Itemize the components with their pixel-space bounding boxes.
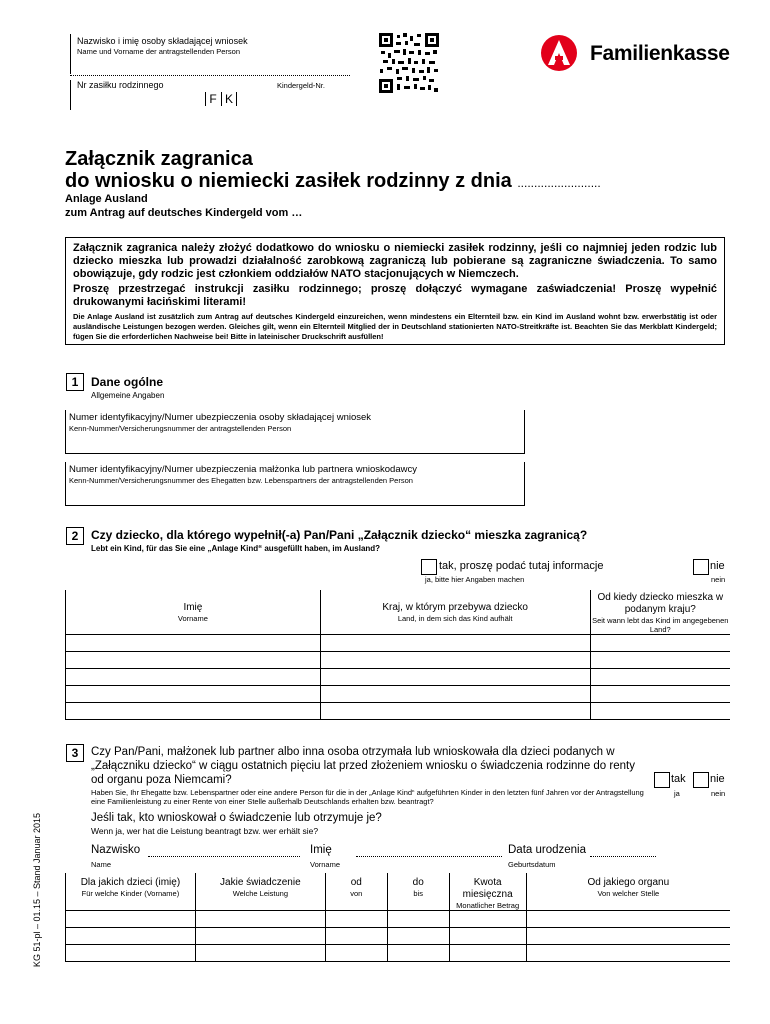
col-amount (449, 873, 526, 911)
table-cell[interactable] (449, 945, 526, 962)
section2-no-label-de: nein (711, 575, 726, 584)
col-country-de: Land, in dem sich das Kind aufhält (397, 614, 513, 623)
col-benefit-de: Welche Leistung (232, 889, 288, 898)
section2-no-checkbox[interactable] (693, 559, 709, 575)
col-amount-pl: Kwota miesięczna (462, 877, 513, 900)
title-sub2: zum Antrag auf deutsches Kindergeld vom … (65, 207, 303, 219)
table-row (66, 669, 731, 686)
surname-label-de: Name (91, 860, 112, 869)
applicant-id-field[interactable] (65, 410, 525, 454)
familienkasse-logo (540, 34, 740, 74)
col-since-pl: Od kiedy dziecko mieszka w podanym kraju? (597, 592, 724, 615)
firstname-label-pl: Imię (310, 844, 332, 856)
title-line1: Załącznik zagranica (65, 148, 253, 170)
spouse-id-label-de: Kenn-Nummer/Versicherungsnummer des Ehegatten bzw. Lebenspartners der antragstellenden Person (69, 476, 413, 485)
birthdate-input[interactable] (590, 856, 656, 857)
notice-p1: Załącznik zagranica należy złożyć dodatkowo do wniosku o niemiecki zasiłek rodzinny, jeśli co najmniej jeden rodzic lub dziecko mieszka lub prowadzi działalność zarobkową zagraniczą lub pobierane są zagraniczne świadczenia. To samo obowiązuje, gdy rodzic jest członkiem oddziałów NATO stacjonujących w Niemczech. (73, 242, 717, 280)
section3-yes-label-de: ja (674, 789, 680, 798)
birthdate-label-pl: Data urodzenia (508, 844, 586, 856)
table-cell[interactable] (66, 703, 321, 720)
col-firstname-pl: Imię (183, 602, 203, 613)
section3-question-de: Haben Sie, Ihr Ehegatte bzw. Lebenspartner oder eine andere Person für die in der „Anlage Kind“ aufgeführten Kinder in den letzten fünf Jahren vor der Antragstellung eine Familienleistung zu einer Rente von einer Stelle außerhalb Deutschlands erhalten bzw. beantragt? (91, 788, 644, 806)
table-cell[interactable] (320, 686, 590, 703)
col-from-de: von (350, 889, 363, 898)
table-cell[interactable] (526, 911, 730, 928)
table-cell[interactable] (387, 928, 449, 945)
col-country (320, 590, 590, 635)
file-number-label: Nr zasiłku rodzinnego (77, 80, 164, 90)
logo-text: Familienkasse (590, 42, 730, 65)
qr-code-icon (379, 33, 439, 93)
notice-box (65, 237, 725, 345)
section3-question-pl: Czy Pan/Pani, małżonek lub partner albo inna osoba otrzymała lub wnioskowała dla dzieci podanych w „Załączniku dziecko“ w ciągu ostatnich pięciu lat przed złożeniem wniosku o świadczenia rodzinne do renty od organu poza Niemcami? (91, 746, 635, 786)
table-cell[interactable] (325, 928, 387, 945)
col-country-pl: Kraj, w którym przebywa dziecko (382, 602, 528, 613)
spouse-id-field[interactable] (65, 462, 525, 506)
section3-yes-label-pl: tak (671, 773, 686, 785)
table-cell[interactable] (320, 669, 590, 686)
col-firstname-de: Vorname (177, 614, 208, 623)
section2-question-de: Lebt ein Kind, für das Sie eine „Anlage Kind“ ausgefüllt haben, im Ausland? (91, 544, 381, 553)
section2-yes-label-pl: tak, proszę podać tutaj informacje (439, 560, 604, 572)
col-from (325, 873, 387, 911)
title-line2-text: do wniosku o niemiecki zasiłek rodzinny z dnia (65, 170, 512, 192)
children-abroad-header-row (66, 590, 731, 635)
table-cell[interactable] (195, 945, 325, 962)
col-children (66, 873, 196, 911)
table-row (66, 652, 731, 669)
children-abroad-table (65, 590, 730, 720)
table-cell[interactable] (449, 911, 526, 928)
applicant-label-pl: Nazwisko i imię osoby składającej wniosek (77, 36, 248, 46)
table-cell[interactable] (66, 686, 321, 703)
col-children-de: Für welche Kinder (Vorname) (81, 889, 180, 898)
section3-number: 3 (66, 744, 84, 762)
table-cell[interactable] (387, 945, 449, 962)
fk-box-f: F (205, 92, 220, 106)
notice-p2: Proszę przestrzegać instrukcji zasiłku rodzinnego; proszę dołączyć wymagane zaświadczenia! Proszę wypełnić drukowanymi łacińskimi literami! (73, 283, 717, 308)
section2-yes-label-de: ja, bitte hier Angaben machen (425, 575, 525, 584)
table-row (66, 945, 731, 962)
table-cell[interactable] (66, 928, 196, 945)
section3-yes-checkbox[interactable] (654, 772, 670, 788)
col-authority (526, 873, 730, 911)
col-since (590, 590, 730, 635)
spouse-id-label-pl: Numer identyfikacyjny/Numer ubezpieczenia małżonka lub partnera wnioskodawcy (69, 464, 417, 475)
col-to-de: bis (413, 889, 423, 898)
form-version-side-text: KG 51-pl – 01.15 – Stand Januar 2015 (32, 812, 42, 968)
section2-no-label-pl: nie (710, 560, 725, 572)
notice-p3: Die Anlage Ausland ist zusätzlich zum Antrag auf deutsches Kindergeld einzureichen, wenn mindestens ein Elternteil bzw. ein Kind im Ausland wohnt bzw. erwerbstätig ist oder ausländische Leistungen bezogen werden. Gleiches gilt, wenn ein Elternteil Mitglied der in Deutschland stationierten NATO-Streitkräfte ist. Beachten Sie das Merkblatt Kindergeld; fügen Sie die erforderlichen Nachweise bei! Bitte in lateinischer Druckschrift ausfüllen! (73, 312, 717, 341)
applicant-label-de: Name und Vorname der antragstellenden Person (77, 47, 241, 56)
applicant-name-field[interactable] (70, 34, 351, 74)
table-cell[interactable] (590, 652, 730, 669)
birthdate-label-de: Geburtsdatum (508, 860, 556, 869)
col-from-pl: od (350, 877, 362, 888)
section2-question-pl: Czy dziecko, dla którego wypełnił(-a) Pan/Pani „Załącznik dziecko“ mieszka zagranicą? (91, 528, 588, 542)
section1-title-pl: Dane ogólne (91, 375, 164, 389)
section1-number: 1 (66, 373, 84, 391)
table-row (66, 703, 731, 720)
table-cell[interactable] (325, 911, 387, 928)
table-cell[interactable] (195, 928, 325, 945)
table-cell[interactable] (320, 652, 590, 669)
table-cell[interactable] (526, 945, 730, 962)
kindergeld-nr-label: Kindergeld-Nr. (277, 81, 325, 90)
section3-no-label-de: nein (711, 789, 726, 798)
applicant-id-label-de: Kenn-Nummer/Versicherungsnummer der antragstellenden Person (69, 424, 292, 433)
table-cell[interactable] (325, 945, 387, 962)
title-sub1: Anlage Ausland (65, 193, 148, 205)
title-date-dots[interactable]: ......................... (517, 176, 601, 190)
table-row (66, 635, 731, 652)
table-cell[interactable] (66, 911, 196, 928)
col-to (387, 873, 449, 911)
table-cell[interactable] (590, 669, 730, 686)
table-cell[interactable] (449, 928, 526, 945)
title-line2 (65, 170, 601, 193)
col-since-de: Seit wann lebt das Kind im angegebenen Land? (592, 616, 729, 634)
col-benefit-pl: Jakie świadczenie (220, 877, 301, 888)
table-cell[interactable] (66, 669, 321, 686)
table-cell[interactable] (195, 911, 325, 928)
section3-no-label-pl: nie (710, 773, 725, 785)
surname-label-pl: Nazwisko (91, 844, 141, 856)
applicant-id-label-pl: Numer identyfikacyjny/Numer ubezpieczenia osoby składającej wniosek (69, 412, 372, 423)
col-benefit (195, 873, 325, 911)
col-amount-de: Monatlicher Betrag (456, 901, 520, 910)
fk-box-k: K (221, 92, 237, 106)
section2-yes-checkbox[interactable] (421, 559, 437, 575)
section2-number: 2 (66, 527, 84, 545)
file-number-field[interactable] (70, 80, 351, 110)
table-cell[interactable] (590, 703, 730, 720)
col-firstname (66, 590, 321, 635)
table-cell[interactable] (66, 945, 196, 962)
col-authority-pl: Od jakiego organu (587, 877, 670, 888)
section3-who-de: Wenn ja, wer hat die Leistung beantragt bzw. wer erhält sie? (91, 826, 319, 836)
col-children-pl: Dla jakich dzieci (imię) (80, 877, 181, 888)
col-to-pl: do (412, 877, 424, 888)
table-cell[interactable] (387, 911, 449, 928)
section1-title-de: Allgemeine Angaben (91, 391, 165, 400)
table-cell[interactable] (320, 703, 590, 720)
section3-who-pl: Jeśli tak, kto wnioskował o świadczenie lub otrzymuje je? (91, 812, 382, 824)
firstname-input[interactable] (356, 856, 502, 857)
table-row (66, 686, 731, 703)
table-row (66, 928, 731, 945)
benefits-table (65, 873, 730, 962)
applicant-divider (70, 75, 350, 76)
arbeitsagentur-logo-icon (540, 34, 578, 72)
col-authority-de: Von welcher Stelle (597, 889, 660, 898)
table-cell[interactable] (590, 635, 730, 652)
table-cell[interactable] (590, 686, 730, 703)
table-cell[interactable] (66, 652, 321, 669)
benefits-header-row (66, 873, 731, 911)
table-cell[interactable] (66, 635, 321, 652)
table-cell[interactable] (320, 635, 590, 652)
table-row (66, 911, 731, 928)
surname-input[interactable] (148, 856, 300, 857)
firstname-label-de: Vorname (310, 860, 341, 869)
section3-no-checkbox[interactable] (693, 772, 709, 788)
table-cell[interactable] (526, 928, 730, 945)
